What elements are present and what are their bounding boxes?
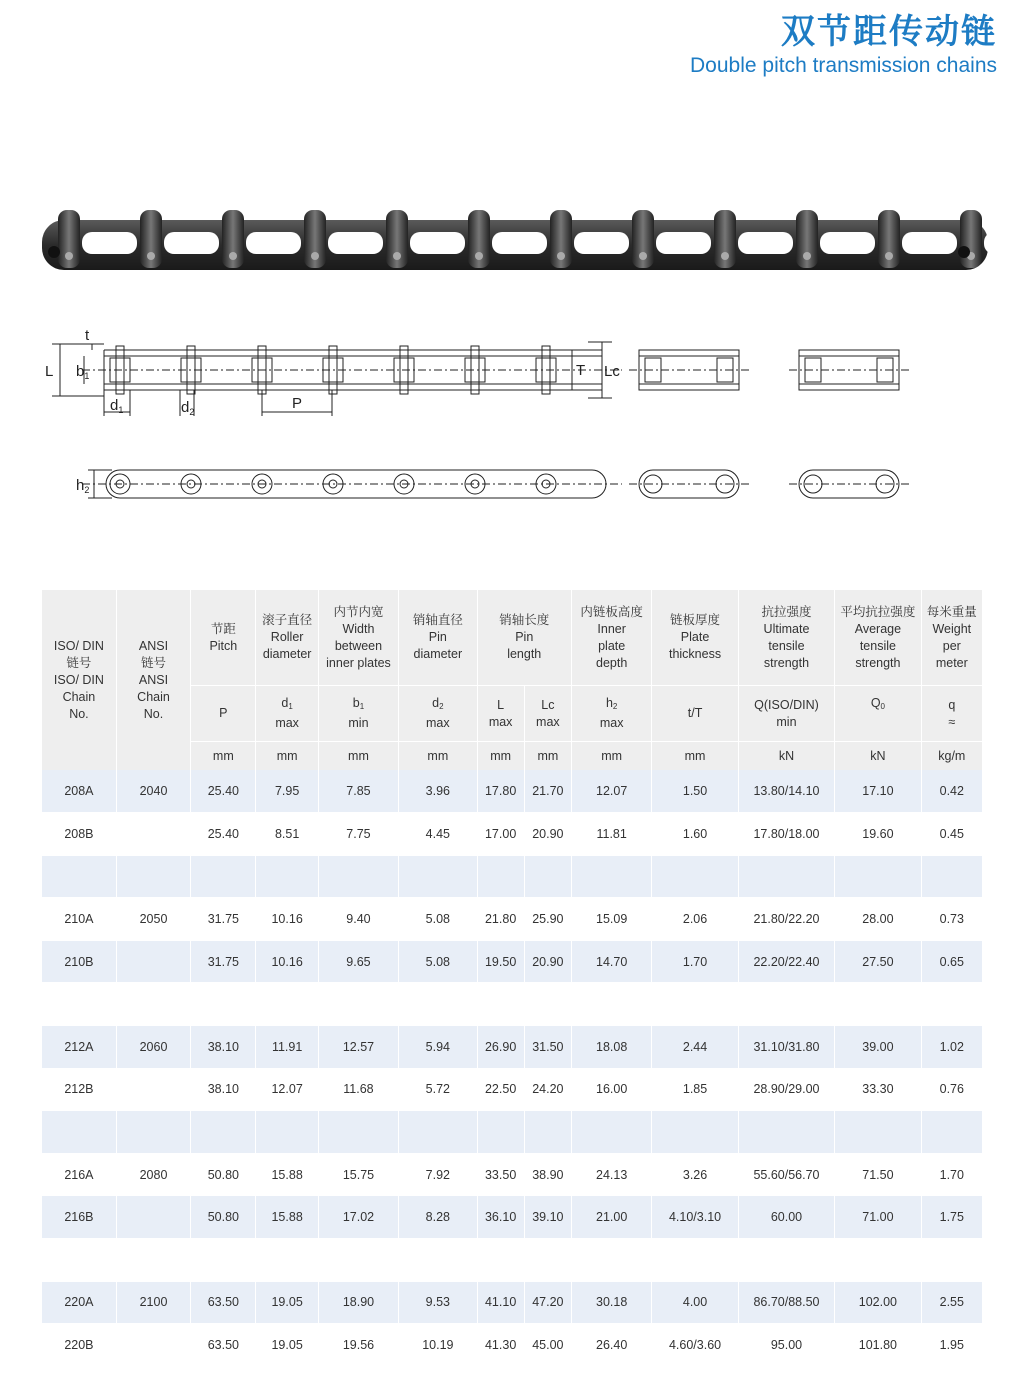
table-cell	[738, 1239, 834, 1282]
table-cell: 7.95	[256, 770, 318, 813]
table-cell	[524, 983, 571, 1026]
table-cell: 17.02	[318, 1196, 398, 1239]
table-cell: 2.44	[652, 1026, 738, 1069]
table-row	[42, 1026, 983, 1069]
table-cell: 4.10/3.10	[652, 1196, 738, 1239]
symbol-Q0: $Q_0$	[835, 686, 921, 742]
table-cell	[116, 1111, 190, 1154]
table-row	[42, 1153, 983, 1196]
table-cell	[42, 855, 116, 898]
table-cell: 11.81	[571, 813, 651, 856]
table-cell	[477, 1111, 524, 1154]
table-cell: 1.50	[652, 770, 738, 813]
table-cell: 28.90/29.00	[738, 1068, 834, 1111]
table-row	[42, 940, 983, 983]
table-cell: 1.95	[921, 1324, 982, 1367]
table-cell	[571, 1111, 651, 1154]
table-cell: 212A	[42, 1026, 116, 1069]
table-cell: 21.70	[524, 770, 571, 813]
chain-photo	[42, 190, 988, 290]
table-cell: 31.10/31.80	[738, 1026, 834, 1069]
symbol-q: q ≈	[921, 686, 982, 742]
table-cell: 216B	[42, 1196, 116, 1239]
col-header-pitch: 节距 Pitch	[191, 590, 256, 686]
table-cell	[738, 855, 834, 898]
table-cell: 63.50	[191, 1281, 256, 1324]
table-cell: 10.16	[256, 898, 318, 941]
table-cell	[256, 1111, 318, 1154]
symbol-d2: $d_2$ max	[399, 686, 477, 742]
table-cell: 28.00	[835, 898, 921, 941]
table-cell: 55.60/56.70	[738, 1153, 834, 1196]
table-cell: 12.07	[256, 1068, 318, 1111]
table-cell: 24.13	[571, 1153, 651, 1196]
unit-cell: mm	[399, 742, 477, 771]
dim-label-d1: $d_1$	[110, 397, 124, 415]
chain-spec-table	[42, 590, 983, 1367]
table-cell: 38.10	[191, 1068, 256, 1111]
unit-cell: kN	[835, 742, 921, 771]
symbol-h2: $h_2$ max	[571, 686, 651, 742]
table-cell: 13.80/14.10	[738, 770, 834, 813]
table-cell: 21.80	[477, 898, 524, 941]
table-cell: 208A	[42, 770, 116, 813]
page-title-en: Double pitch transmission chains	[690, 54, 997, 77]
table-cell: 220A	[42, 1281, 116, 1324]
table-cell: 25.40	[191, 813, 256, 856]
table-cell: 50.80	[191, 1153, 256, 1196]
table-cell: 26.90	[477, 1026, 524, 1069]
table-cell	[116, 1239, 190, 1282]
table-cell: 10.16	[256, 940, 318, 983]
table-cell	[399, 855, 477, 898]
table-cell: 15.09	[571, 898, 651, 941]
table-cell: 7.75	[318, 813, 398, 856]
table-row	[42, 1281, 983, 1324]
table-cell	[42, 983, 116, 1026]
table-cell: 208B	[42, 813, 116, 856]
table-cell	[256, 855, 318, 898]
table-cell: 8.51	[256, 813, 318, 856]
table-cell	[921, 1111, 982, 1154]
table-cell	[116, 1324, 190, 1367]
table-cell: 26.40	[571, 1324, 651, 1367]
table-cell: 2100	[116, 1281, 190, 1324]
table-cell: 19.05	[256, 1324, 318, 1367]
table-cell	[318, 855, 398, 898]
table-cell: 45.00	[524, 1324, 571, 1367]
table-cell: 1.02	[921, 1026, 982, 1069]
table-cell: 7.85	[318, 770, 398, 813]
table-cell: 8.28	[399, 1196, 477, 1239]
symbol-Lc: Lc max	[524, 686, 571, 742]
table-cell: 2050	[116, 898, 190, 941]
table-row	[42, 1068, 983, 1111]
col-header-pin-length: 销轴长度 Pin length	[477, 590, 571, 686]
table-cell: 19.50	[477, 940, 524, 983]
table-cell: 4.60/3.60	[652, 1324, 738, 1367]
table-row	[42, 813, 983, 856]
unit-cell: mm	[571, 742, 651, 771]
table-cell	[571, 983, 651, 1026]
dim-label-d2: $d_2$	[181, 399, 195, 417]
col-header-pin-diameter: 销轴直径 Pin diameter	[399, 590, 477, 686]
table-cell: 9.53	[399, 1281, 477, 1324]
table-cell: 11.91	[256, 1026, 318, 1069]
table-cell	[116, 983, 190, 1026]
unit-cell: mm	[524, 742, 571, 771]
table-cell: 25.90	[524, 898, 571, 941]
table-cell	[256, 983, 318, 1026]
table-cell: 5.08	[399, 940, 477, 983]
table-row	[42, 983, 983, 1026]
table-cell: 210A	[42, 898, 116, 941]
table-cell	[835, 855, 921, 898]
table-cell: 2.06	[652, 898, 738, 941]
table-cell: 7.92	[399, 1153, 477, 1196]
table-cell: 60.00	[738, 1196, 834, 1239]
col-header-average: 平均抗拉强度 Average tensile strength	[835, 590, 921, 686]
table-cell: 18.08	[571, 1026, 651, 1069]
table-cell	[318, 983, 398, 1026]
table-cell: 4.00	[652, 1281, 738, 1324]
table-cell: 25.40	[191, 770, 256, 813]
table-cell: 63.50	[191, 1324, 256, 1367]
chain-technical-drawings	[42, 320, 992, 520]
table-cell: 12.57	[318, 1026, 398, 1069]
col-header-plate-thickness: 链板厚度 Plate thickness	[652, 590, 738, 686]
unit-cell: mm	[652, 742, 738, 771]
table-cell: 41.30	[477, 1324, 524, 1367]
col-header-uts: 抗拉强度 Ultimate tensile strength	[738, 590, 834, 686]
table-cell	[477, 983, 524, 1026]
table-cell: 27.50	[835, 940, 921, 983]
table-cell: 31.50	[524, 1026, 571, 1069]
table-row	[42, 1239, 983, 1282]
table-cell: 10.19	[399, 1324, 477, 1367]
table-cell: 216A	[42, 1153, 116, 1196]
table-cell: 50.80	[191, 1196, 256, 1239]
symbol-L: L max	[477, 686, 524, 742]
table-cell	[835, 1239, 921, 1282]
table-cell	[191, 1239, 256, 1282]
table-cell: 3.26	[652, 1153, 738, 1196]
unit-cell: kg/m	[921, 742, 982, 771]
symbol-P: P	[191, 686, 256, 742]
table-cell	[524, 855, 571, 898]
table-cell	[835, 1111, 921, 1154]
table-cell	[318, 1239, 398, 1282]
table-cell: 12.07	[571, 770, 651, 813]
col-header-roller: 滚子直径 Roller diameter	[256, 590, 318, 686]
table-cell	[191, 1111, 256, 1154]
symbol-tT: t/T	[652, 686, 738, 742]
table-cell	[652, 1111, 738, 1154]
table-cell	[42, 1239, 116, 1282]
table-cell: 17.80	[477, 770, 524, 813]
table-cell	[652, 1239, 738, 1282]
table-cell: 19.56	[318, 1324, 398, 1367]
table-cell: 15.88	[256, 1153, 318, 1196]
table-cell: 39.00	[835, 1026, 921, 1069]
dim-label-h2: $h_2$	[76, 477, 90, 495]
table-cell: 19.60	[835, 813, 921, 856]
table-cell: 2040	[116, 770, 190, 813]
unit-cell: mm	[477, 742, 524, 771]
table-cell: 0.73	[921, 898, 982, 941]
symbol-d1: $d_1$ max	[256, 686, 318, 742]
table-cell: 15.88	[256, 1196, 318, 1239]
table-cell: 14.70	[571, 940, 651, 983]
table-cell: 39.10	[524, 1196, 571, 1239]
table-cell: 86.70/88.50	[738, 1281, 834, 1324]
table-cell	[571, 1239, 651, 1282]
table-cell: 15.75	[318, 1153, 398, 1196]
table-cell	[571, 855, 651, 898]
page-title-cn: 双节距传动链	[781, 12, 997, 52]
table-cell: 21.80/22.20	[738, 898, 834, 941]
table-cell: 16.00	[571, 1068, 651, 1111]
table-cell	[256, 1239, 318, 1282]
table-cell: 41.10	[477, 1281, 524, 1324]
table-cell: 2.55	[921, 1281, 982, 1324]
table-cell: 2080	[116, 1153, 190, 1196]
table-cell	[116, 940, 190, 983]
table-cell: 17.10	[835, 770, 921, 813]
table-cell	[477, 1239, 524, 1282]
table-cell	[399, 983, 477, 1026]
table-cell: 20.90	[524, 813, 571, 856]
table-cell: 1.60	[652, 813, 738, 856]
dim-label-P: P	[292, 395, 303, 412]
table-cell: 95.00	[738, 1324, 834, 1367]
table-cell	[116, 1196, 190, 1239]
table-cell: 31.75	[191, 940, 256, 983]
table-cell: 5.94	[399, 1026, 477, 1069]
table-cell: 11.68	[318, 1068, 398, 1111]
table-cell: 1.85	[652, 1068, 738, 1111]
table-cell: 5.08	[399, 898, 477, 941]
dim-label-T: T	[576, 362, 586, 379]
unit-cell: mm	[191, 742, 256, 771]
table-cell: 22.20/22.40	[738, 940, 834, 983]
table-cell: 47.20	[524, 1281, 571, 1324]
unit-cell: kN	[738, 742, 834, 771]
dim-label-b1: $b_1$	[76, 363, 90, 381]
dim-label-t: t	[85, 327, 90, 344]
unit-cell: mm	[318, 742, 398, 771]
table-cell	[921, 983, 982, 1026]
table-cell	[738, 983, 834, 1026]
table-cell: 38.10	[191, 1026, 256, 1069]
table-cell: 19.05	[256, 1281, 318, 1324]
table-cell: 9.40	[318, 898, 398, 941]
col-header-iso: ISO/ DIN 链号 ISO/ DIN Chain No.	[42, 590, 116, 770]
table-cell	[191, 983, 256, 1026]
table-cell: 17.00	[477, 813, 524, 856]
table-cell	[116, 813, 190, 856]
table-cell: 71.00	[835, 1196, 921, 1239]
table-cell: 18.90	[318, 1281, 398, 1324]
table-cell	[524, 1111, 571, 1154]
table-cell	[116, 1068, 190, 1111]
table-cell: 220B	[42, 1324, 116, 1367]
symbol-b1: $b_1$ min	[318, 686, 398, 742]
table-row	[42, 770, 983, 813]
table-cell: 17.80/18.00	[738, 813, 834, 856]
table-cell	[42, 1111, 116, 1154]
table-cell	[318, 1111, 398, 1154]
table-cell	[921, 1239, 982, 1282]
col-header-width: 内节内宽 Width between inner plates	[318, 590, 398, 686]
table-cell: 1.70	[921, 1153, 982, 1196]
table-cell	[738, 1111, 834, 1154]
table-cell	[477, 855, 524, 898]
table-cell: 36.10	[477, 1196, 524, 1239]
table-cell: 0.65	[921, 940, 982, 983]
table-cell	[921, 855, 982, 898]
table-cell	[191, 855, 256, 898]
unit-cell: mm	[256, 742, 318, 771]
table-cell: 3.96	[399, 770, 477, 813]
table-cell	[652, 855, 738, 898]
table-cell: 33.50	[477, 1153, 524, 1196]
col-header-plate-depth: 内链板高度 Inner plate depth	[571, 590, 651, 686]
table-cell: 2060	[116, 1026, 190, 1069]
table-cell: 22.50	[477, 1068, 524, 1111]
table-row	[42, 898, 983, 941]
table-row	[42, 1111, 983, 1154]
table-cell: 71.50	[835, 1153, 921, 1196]
table-cell	[116, 855, 190, 898]
table-cell: 210B	[42, 940, 116, 983]
col-header-weight: 每米重量 Weight per meter	[921, 590, 982, 686]
table-cell: 21.00	[571, 1196, 651, 1239]
table-cell	[399, 1239, 477, 1282]
table-cell: 38.90	[524, 1153, 571, 1196]
table-cell	[835, 983, 921, 1026]
table-row	[42, 1196, 983, 1239]
table-cell	[399, 1111, 477, 1154]
table-row	[42, 855, 983, 898]
table-cell: 20.90	[524, 940, 571, 983]
table-cell: 33.30	[835, 1068, 921, 1111]
dim-label-Lc: Lc	[604, 363, 620, 380]
table-cell	[524, 1239, 571, 1282]
table-cell: 30.18	[571, 1281, 651, 1324]
table-cell: 31.75	[191, 898, 256, 941]
table-cell: 212B	[42, 1068, 116, 1111]
table-cell: 0.76	[921, 1068, 982, 1111]
table-cell	[652, 983, 738, 1026]
symbol-Q: Q(ISO/DIN) min	[738, 686, 834, 742]
col-header-ansi: ANSI 链号 ANSI Chain No.	[116, 590, 190, 770]
table-cell: 1.70	[652, 940, 738, 983]
table-cell: 101.80	[835, 1324, 921, 1367]
table-cell: 5.72	[399, 1068, 477, 1111]
dim-label-L: L	[45, 363, 54, 380]
table-row	[42, 1324, 983, 1367]
table-cell: 0.42	[921, 770, 982, 813]
table-cell: 4.45	[399, 813, 477, 856]
table-cell: 24.20	[524, 1068, 571, 1111]
table-cell: 1.75	[921, 1196, 982, 1239]
table-cell: 9.65	[318, 940, 398, 983]
table-cell: 0.45	[921, 813, 982, 856]
table-cell: 102.00	[835, 1281, 921, 1324]
